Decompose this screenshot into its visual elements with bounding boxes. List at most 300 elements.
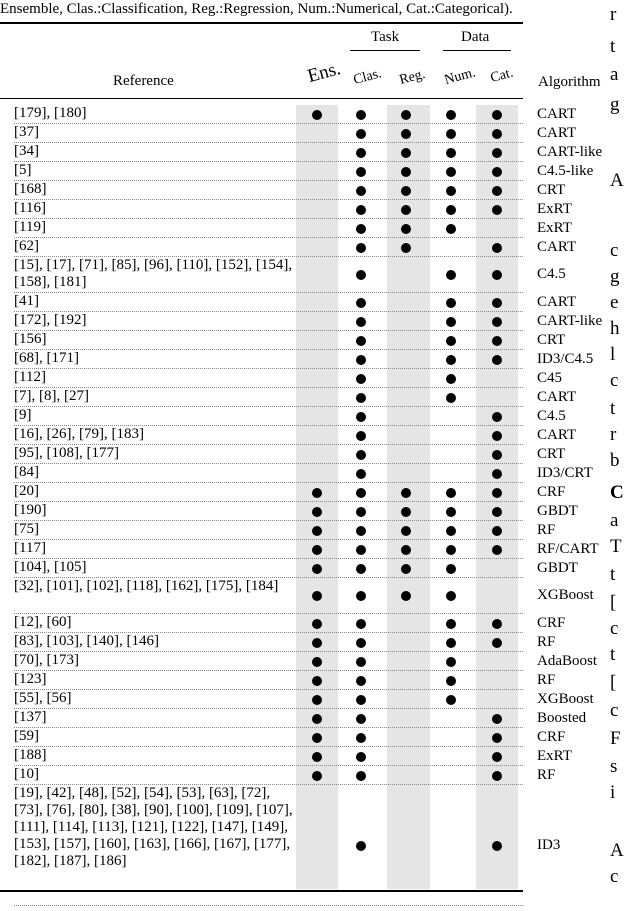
cat-check-mark	[492, 450, 502, 460]
reg-check-mark	[401, 526, 411, 536]
algorithm-cell: CART	[537, 389, 577, 405]
reference-text: [62]	[14, 238, 39, 254]
clas-check-mark	[356, 167, 366, 177]
clas-check-mark	[356, 545, 366, 555]
reference-text: [41]	[14, 293, 39, 309]
cat-check-mark	[492, 270, 502, 280]
cat-check-mark	[492, 110, 502, 120]
num-check-mark	[446, 374, 456, 384]
reference-cell	[14, 709, 299, 726]
cat-check-mark	[492, 526, 502, 536]
reference-text: [32], [101], [102], [118], [162], [175], [184]	[14, 578, 279, 594]
reference-cell	[14, 671, 299, 688]
reference-cell	[14, 690, 299, 707]
clas-check-mark	[356, 224, 366, 234]
cat-check-mark	[492, 771, 502, 781]
cat-check-mark	[492, 469, 502, 479]
cat-check-mark	[492, 205, 502, 215]
reference-text: [20]	[14, 483, 39, 499]
ens-check-mark	[312, 507, 322, 517]
cat-check-mark	[492, 412, 502, 422]
ens-check-mark	[312, 638, 322, 648]
table-row	[0, 388, 577, 407]
ens-check-mark	[312, 545, 322, 555]
reference-text: [119]	[14, 219, 46, 235]
clas-check-mark	[356, 526, 366, 536]
num-check-mark	[446, 695, 456, 705]
clas-check-mark	[356, 243, 366, 253]
table-row	[0, 162, 594, 181]
reg-check-mark	[401, 224, 411, 234]
ens-check-mark	[312, 771, 322, 781]
table-row	[0, 312, 603, 331]
table-row	[0, 521, 556, 540]
clas-check-mark	[356, 733, 366, 743]
reference-text: [9]	[14, 407, 32, 423]
margin-fragment: g	[610, 94, 620, 115]
num-check-mark	[446, 393, 456, 403]
clas-check-mark	[356, 488, 366, 498]
ens-check-mark	[312, 526, 322, 536]
reference-text: [190]	[14, 502, 47, 518]
algorithm-cell: C45	[537, 370, 563, 386]
algorithm-cell: Boosted	[537, 710, 587, 726]
reference-text: [59]	[14, 728, 39, 744]
table-row	[0, 445, 566, 464]
reference-cell	[14, 350, 299, 367]
algorithm-cell: ExRT	[537, 220, 572, 236]
reference-text: [123]	[14, 671, 47, 687]
reference-text: [68], [171]	[14, 350, 79, 366]
table-row	[0, 578, 594, 614]
clas-check-mark	[356, 355, 366, 365]
reference-text: [5]	[14, 162, 32, 178]
reg-check-mark	[401, 564, 411, 574]
header-clas: Clas.	[351, 66, 384, 89]
cat-check-mark	[492, 148, 502, 158]
algorithm-cell: CRT	[537, 446, 566, 462]
table-row	[0, 540, 599, 559]
algorithm-cell: CART-like	[537, 144, 603, 160]
reg-check-mark	[401, 205, 411, 215]
table-row	[0, 614, 566, 633]
table-row	[0, 350, 594, 369]
cat-check-mark	[492, 129, 502, 139]
num-check-mark	[446, 526, 456, 536]
margin-fragment: c	[610, 618, 619, 639]
margin-fragment: a	[610, 510, 619, 531]
clas-check-mark	[356, 771, 366, 781]
clas-check-mark	[356, 695, 366, 705]
header-ens: Ens.	[305, 58, 343, 88]
num-check-mark	[446, 298, 456, 308]
table-row	[0, 181, 566, 200]
algorithm-cell: C4.5	[537, 408, 566, 424]
reference-cell	[14, 293, 299, 310]
num-check-mark	[446, 507, 456, 517]
reg-check-mark	[401, 545, 411, 555]
ens-check-mark	[312, 110, 322, 120]
reference-text: [104], [105]	[14, 559, 87, 575]
num-check-mark	[446, 619, 456, 629]
reference-text: [55], [56]	[14, 690, 72, 706]
algorithm-cell: CART	[537, 239, 577, 255]
reference-text: [112]	[14, 369, 46, 385]
margin-fragment: a	[610, 64, 619, 85]
cat-check-mark	[492, 619, 502, 629]
margin-fragment: c	[610, 240, 619, 261]
margin-fragment: t	[610, 36, 616, 57]
header-reference: Reference	[113, 73, 174, 89]
algorithm-cell: ID3	[537, 837, 561, 853]
ens-check-mark	[312, 752, 322, 762]
reference-cell	[14, 181, 299, 198]
reg-check-mark	[401, 488, 411, 498]
reference-text: [95], [108], [177]	[14, 445, 119, 461]
table-row	[0, 293, 577, 312]
cat-check-mark	[492, 186, 502, 196]
table-row	[0, 331, 566, 350]
margin-fragment: t	[610, 644, 616, 665]
ens-check-mark	[312, 676, 322, 686]
margin-fragment: i	[610, 782, 616, 803]
table-row	[0, 633, 556, 652]
clas-check-mark	[356, 336, 366, 346]
clas-check-mark	[356, 638, 366, 648]
algorithm-cell: CRT	[537, 182, 566, 198]
cat-check-mark	[492, 841, 502, 851]
num-check-mark	[446, 676, 456, 686]
margin-fragment: s	[610, 756, 618, 777]
algorithm-cell: ExRT	[537, 201, 572, 217]
reference-cell	[14, 238, 299, 255]
num-check-mark	[446, 186, 456, 196]
clas-check-mark	[356, 591, 366, 601]
clas-check-mark	[356, 205, 366, 215]
reference-text: [156]	[14, 331, 47, 347]
num-check-mark	[446, 167, 456, 177]
reference-cell	[14, 614, 299, 631]
reference-cell	[14, 312, 299, 329]
clas-check-mark	[356, 752, 366, 762]
table-caption: Ensemble, Clas.:Classification, Reg.:Regression, Num.:Numerical, Cat.:Categorical).	[0, 1, 513, 17]
clas-check-mark	[356, 657, 366, 667]
data-group-rule	[443, 50, 511, 51]
reference-text: [19], [42], [48], [52], [54], [53], [63], [72], [73], [76], [80], [38], [90], [100], [109], [107], [111], [114], [113], [121], [122], [147], [149], [153], [157], [160], [163], [166], [167], [177], [182], [187], [186]	[14, 785, 293, 869]
algorithm-cell: C4.5	[537, 266, 566, 282]
table-row	[0, 124, 577, 143]
table-row	[0, 785, 561, 906]
reg-check-mark	[401, 186, 411, 196]
reference-cell	[14, 143, 299, 160]
ens-check-mark	[312, 564, 322, 574]
reference-cell	[14, 257, 299, 291]
algorithm-cell: CART-like	[537, 313, 603, 329]
cat-check-mark	[492, 298, 502, 308]
num-check-mark	[446, 148, 456, 158]
ens-check-mark	[312, 657, 322, 667]
reference-cell	[14, 728, 299, 745]
num-check-mark	[446, 657, 456, 667]
algorithm-cell: RF	[537, 672, 556, 688]
reference-cell	[14, 105, 299, 122]
table-row	[0, 200, 572, 219]
clas-check-mark	[356, 298, 366, 308]
margin-fragment: r	[610, 4, 617, 25]
margin-fragment: [	[610, 592, 617, 613]
num-check-mark	[446, 110, 456, 120]
reference-cell	[14, 652, 299, 669]
clas-check-mark	[356, 393, 366, 403]
reference-text: [83], [103], [140], [146]	[14, 633, 159, 649]
header-algorithm: Algorithm	[538, 74, 601, 90]
clas-check-mark	[356, 270, 366, 280]
cat-check-mark	[492, 167, 502, 177]
reference-text: [16], [26], [79], [183]	[14, 426, 144, 442]
algorithm-cell: CRF	[537, 729, 566, 745]
clas-check-mark	[356, 619, 366, 629]
clas-check-mark	[356, 676, 366, 686]
reference-text: [117]	[14, 540, 46, 556]
algorithm-cell: CRF	[537, 615, 566, 631]
reference-text: [12], [60]	[14, 614, 72, 630]
table-row	[0, 238, 577, 257]
margin-fragment: F	[610, 728, 621, 749]
clas-check-mark	[356, 129, 366, 139]
margin-fragment: g	[610, 266, 620, 287]
reference-cell	[14, 331, 299, 348]
margin-fragment: C	[610, 482, 624, 503]
cat-check-mark	[492, 488, 502, 498]
clas-check-mark	[356, 317, 366, 327]
reference-cell	[14, 200, 299, 217]
table-row	[0, 143, 603, 162]
cat-check-mark	[492, 355, 502, 365]
margin-fragment: r	[610, 424, 617, 445]
reference-cell	[14, 464, 299, 481]
table-row	[0, 652, 597, 671]
reference-text: [137]	[14, 709, 47, 725]
table-row	[0, 502, 578, 521]
cat-check-mark	[492, 336, 502, 346]
margin-fragment: c	[610, 700, 619, 721]
clas-check-mark	[356, 110, 366, 120]
algorithm-cell: ExRT	[537, 748, 572, 764]
table-row	[0, 766, 556, 785]
algorithm-cell: RF/CART	[537, 541, 599, 557]
reference-text: [70], [173]	[14, 652, 79, 668]
reference-cell	[14, 502, 299, 519]
num-check-mark	[446, 205, 456, 215]
table-row	[0, 483, 566, 502]
header-task-group: Task	[371, 29, 400, 45]
reference-cell	[14, 633, 299, 650]
reference-text: [84]	[14, 464, 39, 480]
table-row	[0, 407, 566, 426]
reference-text: [172], [192]	[14, 312, 87, 328]
reg-check-mark	[401, 129, 411, 139]
table-row	[0, 709, 587, 728]
margin-fragment: c	[610, 370, 619, 391]
reg-check-mark	[401, 148, 411, 158]
cat-check-mark	[492, 638, 502, 648]
table-row	[0, 257, 566, 293]
table-row	[0, 559, 578, 578]
algorithm-cell: XGBoost	[537, 587, 594, 603]
algorithm-cell: C4.5-like	[537, 163, 594, 179]
ens-check-mark	[312, 733, 322, 743]
table-row	[0, 426, 577, 445]
num-check-mark	[446, 488, 456, 498]
ens-check-mark	[312, 591, 322, 601]
clas-check-mark	[356, 507, 366, 517]
reference-cell	[14, 766, 299, 783]
num-check-mark	[446, 638, 456, 648]
reference-cell	[14, 483, 299, 500]
table-row	[0, 671, 556, 690]
reference-cell	[14, 445, 299, 462]
algorithm-cell: GBDT	[537, 503, 578, 519]
algorithm-cell: CART	[537, 125, 577, 141]
algorithm-cell: CART	[537, 106, 577, 122]
task-group-rule	[350, 50, 420, 51]
top-rule	[0, 22, 523, 24]
cat-check-mark	[492, 714, 502, 724]
algorithm-cell: ID3/CRT	[537, 465, 593, 481]
algorithm-cell: AdaBoost	[537, 653, 597, 669]
table-row	[0, 105, 577, 124]
algorithm-cell: CRF	[537, 484, 566, 500]
reference-text: [75]	[14, 521, 39, 537]
table-row	[0, 747, 572, 766]
margin-fragment: [	[610, 672, 617, 693]
reference-cell	[14, 785, 299, 870]
reference-text: [37]	[14, 124, 39, 140]
reference-text: [7], [8], [27]	[14, 388, 89, 404]
num-check-mark	[446, 270, 456, 280]
header-data-group: Data	[461, 29, 490, 45]
table-row	[0, 369, 563, 388]
reference-cell	[14, 426, 299, 443]
ens-check-mark	[312, 488, 322, 498]
table-row	[0, 690, 594, 709]
ens-check-mark	[312, 714, 322, 724]
algorithm-cell: RF	[537, 522, 556, 538]
clas-check-mark	[356, 841, 366, 851]
margin-fragment: T	[610, 536, 622, 557]
num-check-mark	[446, 317, 456, 327]
reference-text: [116]	[14, 200, 46, 216]
num-check-mark	[446, 355, 456, 365]
reference-text: [10]	[14, 766, 39, 782]
algorithm-cell: ID3/C4.5	[537, 351, 594, 367]
header-reg: Reg.	[397, 66, 427, 89]
reference-text: [168]	[14, 181, 47, 197]
ens-check-mark	[312, 695, 322, 705]
margin-fragment: A	[610, 840, 624, 861]
margin-fragment: b	[610, 450, 620, 471]
reference-cell	[14, 124, 299, 141]
algorithm-cell: CART	[537, 427, 577, 443]
reference-cell	[14, 369, 299, 386]
margin-fragment: c	[610, 866, 619, 887]
algorithm-cell: CART	[537, 294, 577, 310]
bottom-rule	[0, 890, 523, 892]
clas-check-mark	[356, 469, 366, 479]
margin-fragment: t	[610, 398, 616, 419]
header-rule	[0, 98, 523, 99]
cat-check-mark	[492, 733, 502, 743]
clas-check-mark	[356, 412, 366, 422]
algorithm-cell: RF	[537, 634, 556, 650]
reference-cell	[14, 578, 299, 595]
header-cat: Cat.	[488, 65, 515, 87]
num-check-mark	[446, 224, 456, 234]
table-row	[0, 728, 566, 747]
reference-cell	[14, 521, 299, 538]
cat-check-mark	[492, 317, 502, 327]
margin-fragment: h	[610, 318, 620, 339]
reference-text: [15], [17], [71], [85], [96], [110], [152], [154], [158], [181]	[14, 257, 293, 290]
reference-cell	[14, 162, 299, 179]
clas-check-mark	[356, 450, 366, 460]
cat-check-mark	[492, 243, 502, 253]
num-check-mark	[446, 129, 456, 139]
algorithm-cell: GBDT	[537, 560, 578, 576]
algorithm-cell: CRT	[537, 332, 566, 348]
algorithm-cell: XGBoost	[537, 691, 594, 707]
reference-cell	[14, 559, 299, 576]
cat-check-mark	[492, 752, 502, 762]
table-row	[0, 464, 593, 483]
margin-fragment: l	[610, 344, 616, 365]
reg-check-mark	[401, 591, 411, 601]
algorithm-cell: RF	[537, 767, 556, 783]
clas-check-mark	[356, 564, 366, 574]
reference-cell	[14, 747, 299, 764]
reg-check-mark	[401, 167, 411, 177]
margin-fragment: t	[610, 564, 616, 585]
reference-cell	[14, 219, 299, 236]
reg-check-mark	[401, 110, 411, 120]
num-check-mark	[446, 591, 456, 601]
num-check-mark	[446, 545, 456, 555]
reg-check-mark	[401, 507, 411, 517]
num-check-mark	[446, 336, 456, 346]
reference-cell	[14, 407, 299, 424]
cat-check-mark	[492, 507, 502, 517]
reg-check-mark	[401, 243, 411, 253]
margin-fragment: e	[610, 292, 619, 313]
header-num: Num.	[442, 65, 478, 89]
reference-cell	[14, 388, 299, 405]
cat-check-mark	[492, 431, 502, 441]
clas-check-mark	[356, 374, 366, 384]
margin-fragment: A	[610, 170, 624, 191]
table-row	[0, 219, 572, 238]
clas-check-mark	[356, 431, 366, 441]
reference-text: [188]	[14, 747, 47, 763]
num-check-mark	[446, 564, 456, 574]
clas-check-mark	[356, 148, 366, 158]
ens-check-mark	[312, 619, 322, 629]
reference-text: [179], [180]	[14, 105, 87, 121]
reference-cell	[14, 540, 299, 557]
clas-check-mark	[356, 186, 366, 196]
clas-check-mark	[356, 714, 366, 724]
cat-check-mark	[492, 545, 502, 555]
reference-text: [34]	[14, 143, 39, 159]
